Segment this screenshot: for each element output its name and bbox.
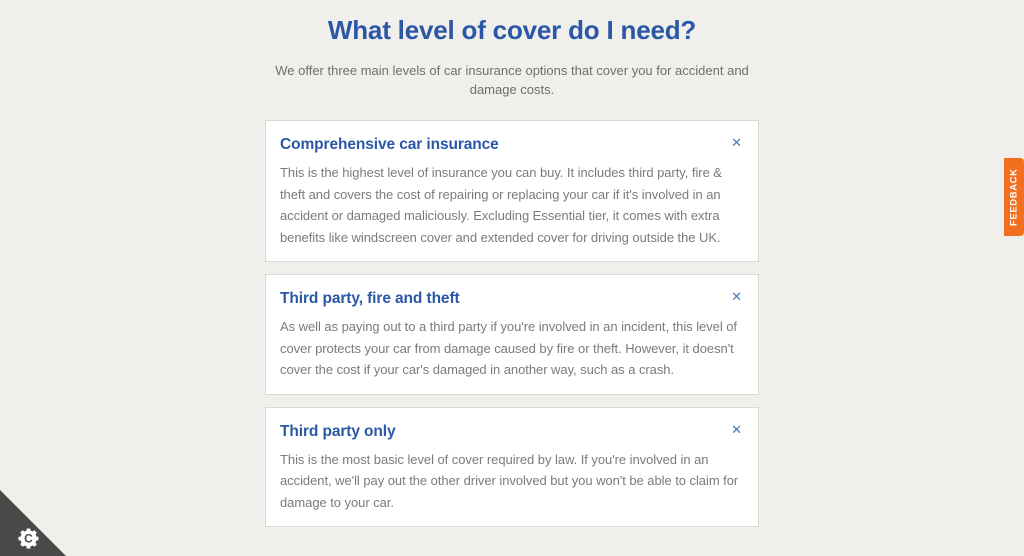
close-button[interactable] xyxy=(729,136,744,151)
close-icon: ✕ xyxy=(731,422,742,438)
card-title: Third party, fire and theft xyxy=(280,290,460,307)
feedback-tab[interactable]: FEEDBACK xyxy=(1004,158,1024,236)
card-header xyxy=(280,290,744,308)
cookie-widget-letter: C xyxy=(24,531,33,546)
card-header xyxy=(280,136,744,154)
close-icon: ✕ xyxy=(731,290,742,305)
close-button[interactable] xyxy=(729,423,744,438)
card-comprehensive xyxy=(265,120,759,262)
card-body-text: This is the most basic level of cover required by law. If you're involved in an accident, we'll pay out the other driver involved but you won't be able to claim for damage to your car. xyxy=(280,451,739,510)
cookie-settings-widget[interactable] xyxy=(0,490,66,556)
close-button[interactable] xyxy=(729,290,744,305)
card-title: Third party only xyxy=(280,422,396,440)
card-third-party-only xyxy=(265,407,759,528)
cover-cards-list xyxy=(265,120,759,527)
card-third-party-fire-theft xyxy=(265,274,759,395)
page-subtitle: We offer three main levels of car insurance options that cover you for accident and damage costs. xyxy=(275,63,749,97)
page-title: What level of cover do I need? xyxy=(327,15,697,45)
card-title: Comprehensive car insurance xyxy=(280,136,499,153)
close-icon: ✕ xyxy=(731,136,742,151)
card-header xyxy=(280,423,744,441)
card-body-text: As well as paying out to a third party if you're involved in an incident, this level of cover protects your car from damage caused by fire or theft. However, it doesn't cover the cost if your car's damaged in another way, such as a crash. xyxy=(280,319,737,377)
gear-icon xyxy=(17,527,40,550)
card-body-text: This is the highest level of insurance you can buy. It includes third party, fire & theft and covers the cost of repairing or replacing your car if it's involved in an accident or damaged maliciously. Excluding Essential tier, it comes with extra benefits like windscreen cover and extended cover for driving outside the UK. xyxy=(280,165,722,245)
